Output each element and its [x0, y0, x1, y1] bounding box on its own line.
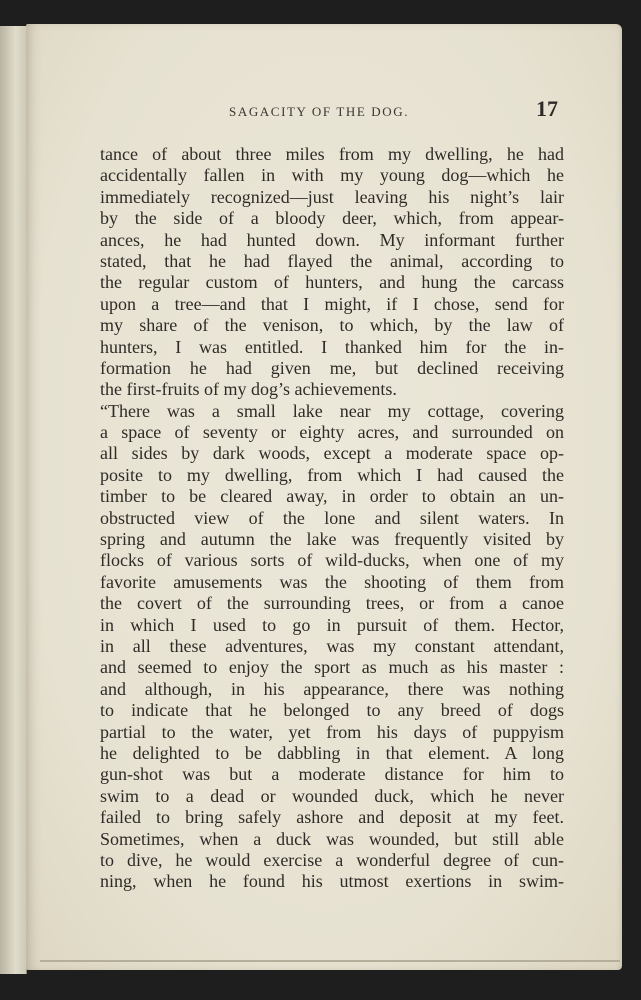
text-line: timber to be cleared away, in order to obtain an un-	[100, 486, 564, 507]
text-line: in all these adventures, was my constant attendant,	[100, 635, 564, 656]
text-line: to indicate that he belonged to any breed of dogs	[100, 700, 564, 721]
text-line: formation he had given me, but declined receiving	[100, 357, 564, 378]
text-line: posite to my dwelling, from which I had caused the	[100, 464, 564, 485]
text-line: Sometimes, when a duck was wounded, but still able	[100, 828, 564, 849]
text-line: spring and autumn the lake was frequently visited by	[100, 529, 564, 550]
text-line: to dive, he would exercise a wonderful degree of cun-	[100, 849, 564, 870]
text-line: accidentally fallen in with my young dog—which he	[100, 165, 564, 186]
text-line: and although, in his appearance, there was nothing	[100, 678, 564, 699]
text-line: and seemed to enjoy the sport as much as his master :	[100, 657, 564, 678]
text-line: immediately recognized—just leaving his night’s lair	[100, 186, 564, 207]
text-line: the covert of the surrounding trees, or from a canoe	[100, 593, 564, 614]
text-line: flocks of various sorts of wild-ducks, when one of my	[100, 550, 564, 571]
text-line: partial to the water, yet from his days of puppyism	[100, 721, 564, 742]
text-line: my share of the venison, to which, by the law of	[100, 315, 564, 336]
text-line: favorite amusements was the shooting of them from	[100, 571, 564, 592]
text-line: tance of about three miles from my dwelling, he had	[100, 144, 564, 164]
page-bottom-edge	[40, 960, 620, 962]
text-line: a space of seventy or eighty acres, and surrounded on	[100, 422, 564, 443]
text-line: stated, that he had flayed the animal, according to	[100, 250, 564, 271]
page-number: 17	[536, 96, 558, 121]
text-line: the regular custom of hunters, and hung the carcass	[100, 272, 564, 293]
text-line: ning, when he found his utmost exertions in swim-	[100, 871, 564, 892]
running-head: SAGACITY OF THE DOG.	[229, 104, 410, 119]
text-line: hunters, I was entitled. I thanked him for the in-	[100, 336, 564, 357]
text-line: by the side of a bloody deer, which, from appear-	[100, 208, 564, 229]
text-line: he delighted to be dabbling in that element. A long	[100, 742, 564, 763]
body-text	[100, 144, 564, 893]
text-line: failed to bring safely ashore and deposit at my feet.	[100, 807, 564, 828]
text-line: the first-fruits of my dog’s achievements.	[100, 379, 397, 400]
text-line: gun-shot was but a moderate distance for him to	[100, 764, 564, 785]
text-line: all sides by dark woods, except a moderate space op-	[100, 443, 564, 464]
text-line: swim to a dead or wounded duck, which he never	[100, 785, 564, 806]
text-line: obstructed view of the lone and silent waters. In	[100, 507, 564, 528]
left-page-edge	[0, 26, 27, 974]
text-line: in which I used to go in pursuit of them. Hector,	[100, 614, 564, 635]
text-line: “There was a small lake near my cottage, covering	[100, 400, 564, 421]
text-line: ances, he had hunted down. My informant further	[100, 229, 564, 250]
text-line: upon a tree—and that I might, if I chose, send for	[100, 293, 564, 314]
